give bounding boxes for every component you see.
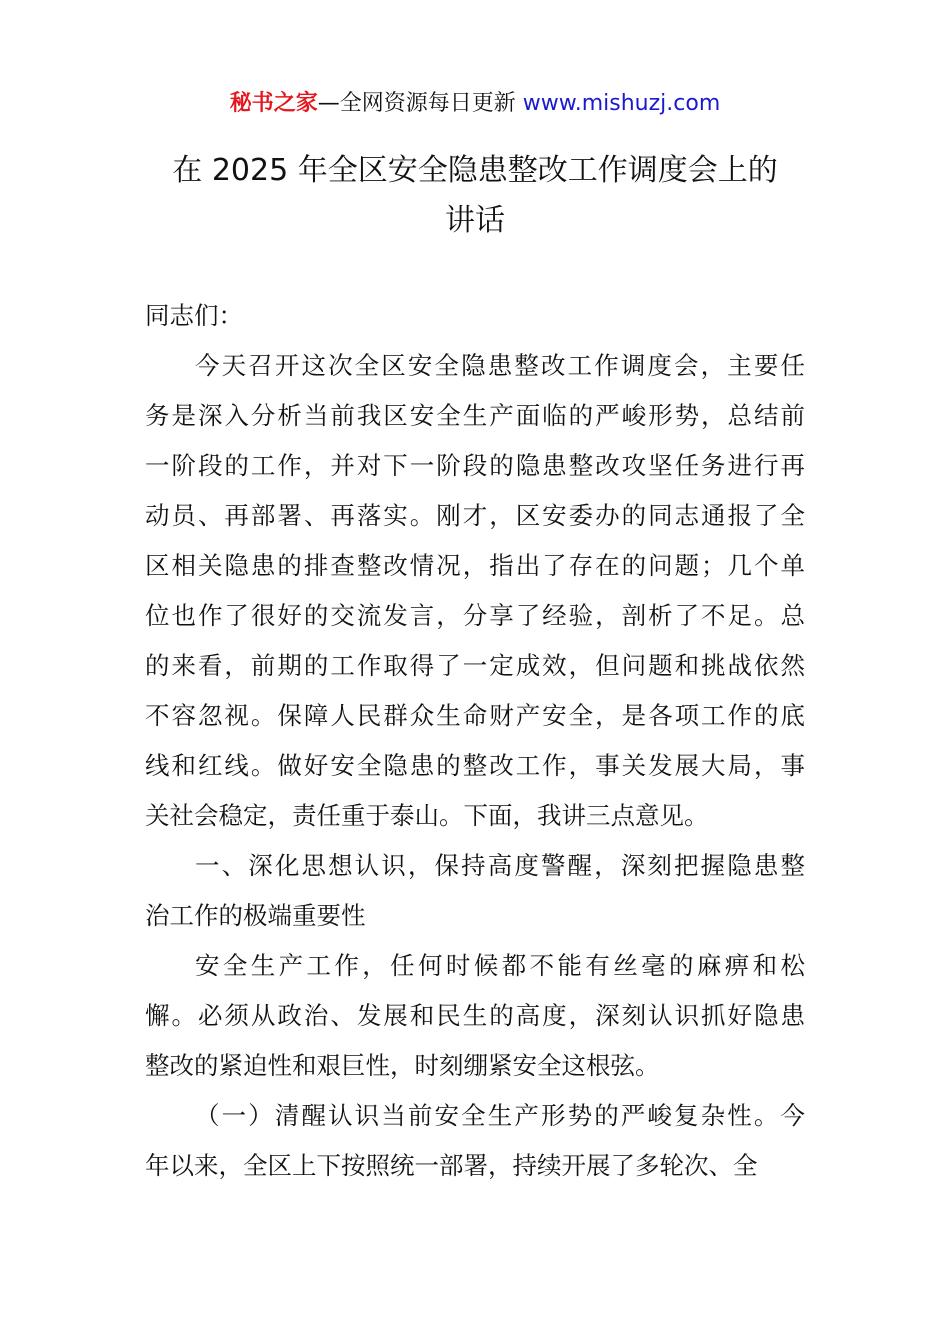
text-line: 安全生产工作，任何时候都不能有丝毫的麻痹和松 — [195, 951, 805, 980]
document-body — [145, 291, 805, 1191]
text-line: 今天召开这次全区安全隐患整改工作调度会，主要任 — [195, 351, 805, 380]
text-line: 线和红线。做好安全隐患的整改工作，事关发展大局，事 — [145, 751, 805, 780]
site-url-link[interactable]: www.mishuzj.com — [522, 91, 721, 116]
paragraph — [145, 941, 805, 1091]
text-line: 整改的紧迫性和艰巨性，时刻绷紧安全这根弦。 — [145, 1051, 660, 1080]
text-line: 位也作了很好的交流发言，分享了经验，剖析了不足。总 — [145, 601, 805, 630]
text-line: 不容忽视。保障人民群众生命财产安全，是各项工作的底 — [145, 701, 805, 730]
text-line: （一）清醒认识当前安全生产形势的严峻复杂性。今 — [195, 1101, 805, 1130]
brand-name: 秘书之家 — [229, 91, 318, 116]
text-line: 关社会稳定，责任重于泰山。下面，我讲三点意见。 — [145, 801, 709, 830]
banner-slogan: —全网资源每日更新 — [317, 91, 523, 116]
text-line: 治工作的极端重要性 — [145, 901, 366, 930]
text-line: 一阶段的工作，并对下一阶段的隐患整改攻坚任务进行再 — [145, 451, 805, 480]
text-line: 同志们： — [145, 301, 243, 330]
document-title — [140, 146, 810, 246]
text-line: 年以来，全区上下按照统一部署，持续开展了多轮次、全 — [145, 1151, 758, 1180]
text-line: 务是深入分析当前我区安全生产面临的严峻形势，总结前 — [145, 401, 805, 430]
text-line: 的来看，前期的工作取得了一定成效，但问题和挑战依然 — [145, 651, 805, 680]
text-line: 一、深化思想认识，保持高度警醒，深刻把握隐患整 — [195, 851, 805, 880]
title-line: 在 2025 年全区安全隐患整改工作调度会上的 — [172, 153, 778, 188]
paragraph — [145, 841, 805, 941]
text-line: 区相关隐患的排查整改情况，指出了存在的问题；几个单 — [145, 551, 805, 580]
text-line: 懈。必须从政治、发展和民生的高度，深刻认识抓好隐患 — [145, 1001, 805, 1030]
paragraph — [145, 1091, 805, 1191]
paragraph — [145, 341, 805, 841]
text-line: 动员、再部署、再落实。刚才，区安委办的同志通报了全 — [145, 501, 805, 530]
salutation — [145, 291, 805, 341]
title-line: 讲话 — [445, 203, 505, 238]
site-banner — [0, 88, 950, 120]
